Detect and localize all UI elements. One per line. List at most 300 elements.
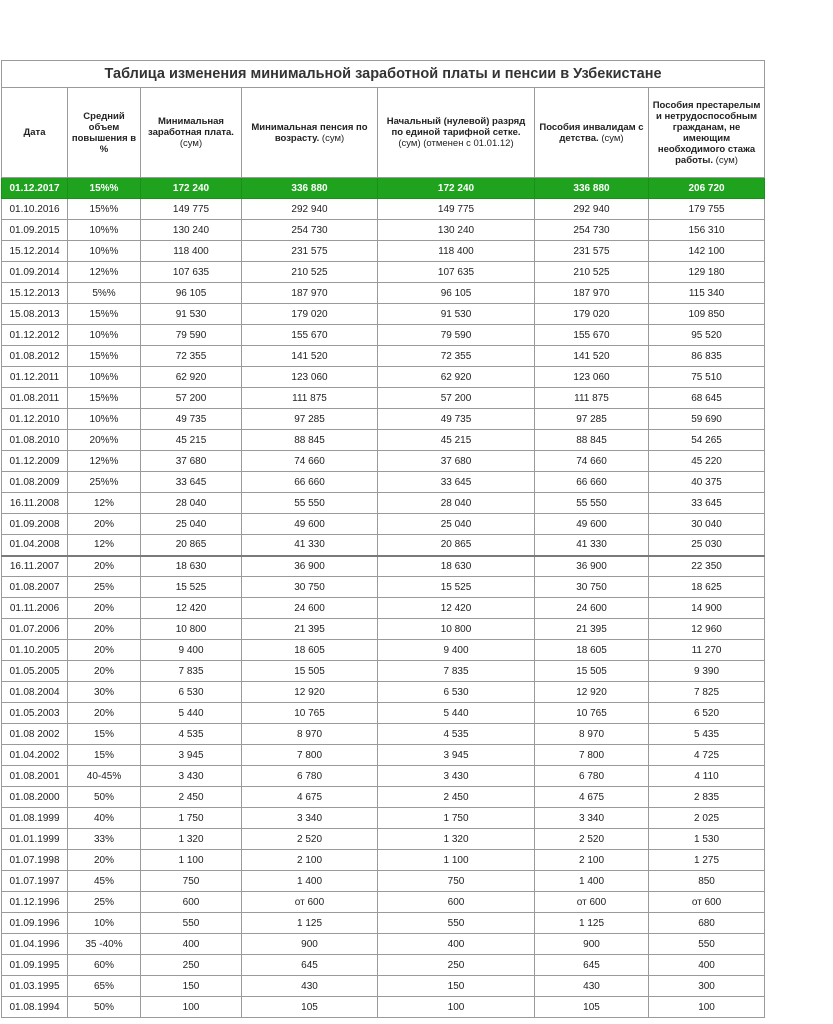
cell-min-pension: 24 600	[242, 598, 378, 619]
cell-tariff-grade: 37 680	[378, 451, 535, 472]
header-label: Минимальная пенсия по возрасту.	[251, 121, 368, 144]
header-row	[2, 88, 765, 178]
cell-min-pension: 41 330	[242, 535, 378, 556]
cell-elderly-benefit: 179 755	[649, 199, 765, 220]
table-row	[2, 997, 765, 1018]
cell-disability-benefit: 900	[535, 934, 649, 955]
cell-min-wage: 100	[141, 997, 242, 1018]
cell-tariff-grade: 400	[378, 934, 535, 955]
cell-date: 01.08.2007	[2, 577, 68, 598]
header-unit: (сум)	[713, 154, 738, 166]
cell-min-pension: 645	[242, 955, 378, 976]
header-date	[2, 88, 68, 178]
cell-min-pension: 21 395	[242, 619, 378, 640]
cell-min-pension: 36 900	[242, 556, 378, 577]
cell-tariff-grade: 79 590	[378, 325, 535, 346]
table-row	[2, 493, 765, 514]
cell-min-pension: 187 970	[242, 283, 378, 304]
table-row	[2, 850, 765, 871]
cell-min-wage: 33 645	[141, 472, 242, 493]
cell-date: 01.08 2002	[2, 724, 68, 745]
cell-min-pension: 2 100	[242, 850, 378, 871]
cell-date: 01.08.2011	[2, 388, 68, 409]
cell-increase: 15%%	[68, 388, 141, 409]
cell-date: 01.09.1995	[2, 955, 68, 976]
cell-increase: 50%	[68, 787, 141, 808]
cell-disability-benefit: 12 920	[535, 682, 649, 703]
cell-date: 01.05.2005	[2, 661, 68, 682]
table-row	[2, 808, 765, 829]
cell-min-pension: 430	[242, 976, 378, 997]
table-row	[2, 976, 765, 997]
cell-increase: 15%%	[68, 346, 141, 367]
cell-increase: 10%%	[68, 367, 141, 388]
cell-min-pension: 141 520	[242, 346, 378, 367]
cell-min-wage: 4 535	[141, 724, 242, 745]
table-row	[2, 220, 765, 241]
cell-date: 01.07.1997	[2, 871, 68, 892]
cell-elderly-benefit: 25 030	[649, 535, 765, 556]
cell-min-wage: 5 440	[141, 703, 242, 724]
cell-increase: 12%	[68, 493, 141, 514]
cell-elderly-benefit: 40 375	[649, 472, 765, 493]
cell-increase: 25%%	[68, 472, 141, 493]
cell-min-wage: 600	[141, 892, 242, 913]
cell-elderly-benefit: 7 825	[649, 682, 765, 703]
cell-min-pension: 74 660	[242, 451, 378, 472]
cell-disability-benefit: 8 970	[535, 724, 649, 745]
cell-tariff-grade: 62 920	[378, 367, 535, 388]
cell-min-pension: 6 780	[242, 766, 378, 787]
cell-tariff-grade: 250	[378, 955, 535, 976]
cell-disability-benefit: 430	[535, 976, 649, 997]
table-row	[2, 409, 765, 430]
cell-increase: 12%%	[68, 451, 141, 472]
cell-date: 01.05.2003	[2, 703, 68, 724]
cell-min-pension: 1 400	[242, 871, 378, 892]
table-row	[2, 829, 765, 850]
cell-elderly-benefit: 33 645	[649, 493, 765, 514]
header-label: Минимальная заработная плата.	[148, 116, 234, 138]
cell-elderly-benefit: 1 275	[649, 850, 765, 871]
cell-disability-benefit: 24 600	[535, 598, 649, 619]
cell-increase: 5%%	[68, 283, 141, 304]
cell-disability-benefit: 15 505	[535, 661, 649, 682]
cell-min-pension: 97 285	[242, 409, 378, 430]
cell-increase: 25%	[68, 892, 141, 913]
cell-increase: 25%	[68, 577, 141, 598]
table-row	[2, 892, 765, 913]
cell-min-wage: 79 590	[141, 325, 242, 346]
cell-elderly-benefit: 86 835	[649, 346, 765, 367]
header-min-wage	[141, 88, 242, 178]
cell-disability-benefit: 4 675	[535, 787, 649, 808]
cell-elderly-benefit: 109 850	[649, 304, 765, 325]
table-row	[2, 283, 765, 304]
cell-min-pension: 4 675	[242, 787, 378, 808]
cell-elderly-benefit: 156 310	[649, 220, 765, 241]
cell-min-wage: 130 240	[141, 220, 242, 241]
cell-elderly-benefit: 680	[649, 913, 765, 934]
cell-date: 01.01.1999	[2, 829, 68, 850]
cell-tariff-grade: 57 200	[378, 388, 535, 409]
cell-tariff-grade: 1 320	[378, 829, 535, 850]
cell-elderly-benefit: 4 725	[649, 745, 765, 766]
cell-elderly-benefit: 4 110	[649, 766, 765, 787]
cell-min-pension: 3 340	[242, 808, 378, 829]
table-row	[2, 661, 765, 682]
cell-min-pension: 111 875	[242, 388, 378, 409]
cell-min-wage: 45 215	[141, 430, 242, 451]
header-unit: (сум) (отменен с 01.01.12)	[398, 138, 514, 149]
cell-increase: 20%	[68, 619, 141, 640]
cell-date: 01.08.2010	[2, 430, 68, 451]
cell-elderly-benefit: 2 835	[649, 787, 765, 808]
cell-date: 01.11.2006	[2, 598, 68, 619]
cell-elderly-benefit: 100	[649, 997, 765, 1018]
cell-min-pension: 15 505	[242, 661, 378, 682]
cell-disability-benefit: 18 605	[535, 640, 649, 661]
cell-tariff-grade: 118 400	[378, 241, 535, 262]
cell-increase: 20%	[68, 661, 141, 682]
cell-tariff-grade: 750	[378, 871, 535, 892]
cell-date: 01.09.2014	[2, 262, 68, 283]
cell-elderly-benefit: 1 530	[649, 829, 765, 850]
cell-date: 01.12.2011	[2, 367, 68, 388]
cell-disability-benefit: 6 780	[535, 766, 649, 787]
table-title: Таблица изменения минимальной заработной платы и пенсии в Узбекистане	[2, 61, 765, 88]
cell-disability-benefit: 74 660	[535, 451, 649, 472]
cell-increase: 15%%	[68, 199, 141, 220]
cell-tariff-grade: 10 800	[378, 619, 535, 640]
cell-min-wage: 28 040	[141, 493, 242, 514]
cell-min-pension: 8 970	[242, 724, 378, 745]
cell-min-pension: 12 920	[242, 682, 378, 703]
table-row	[2, 451, 765, 472]
header-tariff-grade	[378, 88, 535, 178]
cell-disability-benefit: 105	[535, 997, 649, 1018]
cell-increase: 15%	[68, 745, 141, 766]
cell-min-wage: 149 775	[141, 199, 242, 220]
cell-date: 01.10.2005	[2, 640, 68, 661]
cell-date: 01.03.1995	[2, 976, 68, 997]
cell-increase: 20%	[68, 640, 141, 661]
cell-min-wage: 49 735	[141, 409, 242, 430]
cell-tariff-grade: 45 215	[378, 430, 535, 451]
cell-min-pension: 254 730	[242, 220, 378, 241]
cell-disability-benefit: 1 125	[535, 913, 649, 934]
cell-elderly-benefit: 2 025	[649, 808, 765, 829]
cell-increase: 20%	[68, 514, 141, 535]
cell-increase: 12%	[68, 535, 141, 556]
cell-increase: 20%%	[68, 430, 141, 451]
cell-disability-benefit: 36 900	[535, 556, 649, 577]
cell-min-wage: 550	[141, 913, 242, 934]
table-row	[2, 388, 765, 409]
cell-min-wage: 150	[141, 976, 242, 997]
cell-min-wage: 12 420	[141, 598, 242, 619]
table-row	[2, 514, 765, 535]
table-row	[2, 367, 765, 388]
cell-disability-benefit: 231 575	[535, 241, 649, 262]
cell-tariff-grade: 33 645	[378, 472, 535, 493]
table-row	[2, 955, 765, 976]
cell-tariff-grade: 2 450	[378, 787, 535, 808]
cell-min-wage: 9 400	[141, 640, 242, 661]
cell-min-pension: 30 750	[242, 577, 378, 598]
cell-min-wage: 72 355	[141, 346, 242, 367]
cell-increase: 15%	[68, 724, 141, 745]
cell-min-wage: 3 430	[141, 766, 242, 787]
cell-min-wage: 57 200	[141, 388, 242, 409]
cell-elderly-benefit: 22 350	[649, 556, 765, 577]
cell-min-wage: 91 530	[141, 304, 242, 325]
cell-date: 01.10.2016	[2, 199, 68, 220]
cell-date: 15.08.2013	[2, 304, 68, 325]
cell-date: 01.08.2000	[2, 787, 68, 808]
cell-disability-benefit: 21 395	[535, 619, 649, 640]
cell-min-pension: 179 020	[242, 304, 378, 325]
header-label: Пособия инвалидам с детства.	[539, 121, 644, 144]
cell-increase: 45%	[68, 871, 141, 892]
cell-min-wage: 25 040	[141, 514, 242, 535]
table-row	[2, 640, 765, 661]
cell-tariff-grade: 4 535	[378, 724, 535, 745]
cell-disability-benefit: 1 400	[535, 871, 649, 892]
cell-increase: 50%	[68, 997, 141, 1018]
cell-min-wage: 18 630	[141, 556, 242, 577]
cell-elderly-benefit: 95 520	[649, 325, 765, 346]
cell-min-wage: 62 920	[141, 367, 242, 388]
cell-min-pension: 231 575	[242, 241, 378, 262]
cell-date: 01.08.2001	[2, 766, 68, 787]
cell-increase: 33%	[68, 829, 141, 850]
cell-elderly-benefit: 115 340	[649, 283, 765, 304]
cell-date: 01.12.2012	[2, 325, 68, 346]
wage-pension-table	[1, 60, 765, 1018]
cell-min-pension: 7 800	[242, 745, 378, 766]
cell-min-wage: 10 800	[141, 619, 242, 640]
cell-date: 01.09.1996	[2, 913, 68, 934]
cell-date: 01.07.2006	[2, 619, 68, 640]
cell-elderly-benefit: 6 520	[649, 703, 765, 724]
cell-elderly-benefit: 142 100	[649, 241, 765, 262]
cell-disability-benefit: 88 845	[535, 430, 649, 451]
cell-increase: 10%%	[68, 241, 141, 262]
table-row	[2, 724, 765, 745]
cell-disability-benefit: 41 330	[535, 535, 649, 556]
cell-elderly-benefit: 30 040	[649, 514, 765, 535]
cell-min-wage: 6 530	[141, 682, 242, 703]
cell-disability-benefit: 123 060	[535, 367, 649, 388]
table-row	[2, 934, 765, 955]
cell-tariff-grade: 3 430	[378, 766, 535, 787]
cell-increase: 40-45%	[68, 766, 141, 787]
cell-disability-benefit: 210 525	[535, 262, 649, 283]
cell-min-wage: 118 400	[141, 241, 242, 262]
cell-disability-benefit: 55 550	[535, 493, 649, 514]
cell-tariff-grade: 91 530	[378, 304, 535, 325]
cell-min-pension: 123 060	[242, 367, 378, 388]
cell-date: 01.09.2015	[2, 220, 68, 241]
cell-tariff-grade: 550	[378, 913, 535, 934]
cell-min-wage: 1 100	[141, 850, 242, 871]
header-label: Средний объем повышения в %	[71, 110, 137, 155]
table-row	[2, 325, 765, 346]
cell-min-pension: 88 845	[242, 430, 378, 451]
cell-increase: 60%	[68, 955, 141, 976]
cell-disability-benefit: 187 970	[535, 283, 649, 304]
cell-tariff-grade: 28 040	[378, 493, 535, 514]
cell-min-wage: 37 680	[141, 451, 242, 472]
cell-elderly-benefit: 12 960	[649, 619, 765, 640]
cell-tariff-grade: 12 420	[378, 598, 535, 619]
cell-disability-benefit: 7 800	[535, 745, 649, 766]
cell-date: 01.09.2008	[2, 514, 68, 535]
cell-elderly-benefit: 59 690	[649, 409, 765, 430]
cell-elderly-benefit: 206 720	[649, 178, 765, 199]
header-elderly-benefit	[649, 88, 765, 178]
cell-disability-benefit: 645	[535, 955, 649, 976]
cell-elderly-benefit: 550	[649, 934, 765, 955]
table-row	[2, 703, 765, 724]
cell-date: 01.08.2004	[2, 682, 68, 703]
header-label: Дата	[23, 127, 46, 138]
cell-date: 01.04.2008	[2, 535, 68, 556]
table-row	[2, 178, 765, 199]
cell-increase: 20%	[68, 850, 141, 871]
cell-date: 01.08.2012	[2, 346, 68, 367]
cell-tariff-grade: 25 040	[378, 514, 535, 535]
cell-date: 15.12.2014	[2, 241, 68, 262]
cell-tariff-grade: 18 630	[378, 556, 535, 577]
cell-tariff-grade: 72 355	[378, 346, 535, 367]
cell-min-pension: 49 600	[242, 514, 378, 535]
cell-tariff-grade: 15 525	[378, 577, 535, 598]
cell-elderly-benefit: 850	[649, 871, 765, 892]
cell-increase: 30%	[68, 682, 141, 703]
cell-disability-benefit: 111 875	[535, 388, 649, 409]
cell-elderly-benefit: от 600	[649, 892, 765, 913]
cell-min-pension: 105	[242, 997, 378, 1018]
cell-min-wage: 2 450	[141, 787, 242, 808]
cell-min-pension: 155 670	[242, 325, 378, 346]
cell-tariff-grade: 5 440	[378, 703, 535, 724]
cell-increase: 10%%	[68, 409, 141, 430]
cell-tariff-grade: 20 865	[378, 535, 535, 556]
cell-tariff-grade: 107 635	[378, 262, 535, 283]
header-unit: (сум)	[179, 138, 203, 149]
table-row	[2, 598, 765, 619]
cell-disability-benefit: 155 670	[535, 325, 649, 346]
cell-min-wage: 1 750	[141, 808, 242, 829]
table-row	[2, 472, 765, 493]
table-row	[2, 430, 765, 451]
cell-tariff-grade: 96 105	[378, 283, 535, 304]
cell-increase: 35 -40%	[68, 934, 141, 955]
cell-disability-benefit: 66 660	[535, 472, 649, 493]
table-row	[2, 556, 765, 577]
cell-min-pension: 55 550	[242, 493, 378, 514]
cell-tariff-grade: 100	[378, 997, 535, 1018]
table-row	[2, 913, 765, 934]
cell-increase: 10%	[68, 913, 141, 934]
cell-min-wage: 172 240	[141, 178, 242, 199]
cell-min-wage: 20 865	[141, 535, 242, 556]
cell-disability-benefit: 10 765	[535, 703, 649, 724]
cell-elderly-benefit: 5 435	[649, 724, 765, 745]
cell-disability-benefit: 292 940	[535, 199, 649, 220]
cell-date: 01.12.2009	[2, 451, 68, 472]
table-row	[2, 787, 765, 808]
cell-disability-benefit: 30 750	[535, 577, 649, 598]
cell-increase: 10%%	[68, 220, 141, 241]
cell-min-pension: 292 940	[242, 199, 378, 220]
cell-elderly-benefit: 45 220	[649, 451, 765, 472]
cell-tariff-grade: 49 735	[378, 409, 535, 430]
cell-min-pension: 1 125	[242, 913, 378, 934]
table-body	[2, 178, 765, 1018]
cell-increase: 20%	[68, 598, 141, 619]
cell-disability-benefit: 97 285	[535, 409, 649, 430]
cell-min-wage: 400	[141, 934, 242, 955]
cell-elderly-benefit: 68 645	[649, 388, 765, 409]
cell-disability-benefit: 3 340	[535, 808, 649, 829]
cell-date: 01.04.2002	[2, 745, 68, 766]
cell-date: 01.12.1996	[2, 892, 68, 913]
table-row	[2, 871, 765, 892]
table-row	[2, 241, 765, 262]
cell-disability-benefit: от 600	[535, 892, 649, 913]
cell-date: 01.12.2010	[2, 409, 68, 430]
cell-min-pension: 18 605	[242, 640, 378, 661]
cell-tariff-grade: 7 835	[378, 661, 535, 682]
cell-date: 01.07.1998	[2, 850, 68, 871]
cell-tariff-grade: 1 100	[378, 850, 535, 871]
header-label: Пособия престарелым и нетрудоспособным гражданам, не имеющим необходимого стажа работы.	[652, 99, 761, 166]
cell-tariff-grade: 6 530	[378, 682, 535, 703]
cell-increase: 15%%	[68, 178, 141, 199]
cell-date: 01.08.2009	[2, 472, 68, 493]
cell-elderly-benefit: 300	[649, 976, 765, 997]
table-row	[2, 262, 765, 283]
cell-date: 01.12.2017	[2, 178, 68, 199]
table-row	[2, 535, 765, 556]
header-unit: (сум)	[319, 132, 345, 144]
header-disability-benefit	[535, 88, 649, 178]
cell-disability-benefit: 254 730	[535, 220, 649, 241]
cell-tariff-grade: 9 400	[378, 640, 535, 661]
cell-increase: 12%%	[68, 262, 141, 283]
cell-disability-benefit: 2 100	[535, 850, 649, 871]
cell-tariff-grade: 130 240	[378, 220, 535, 241]
cell-increase: 20%	[68, 556, 141, 577]
cell-min-wage: 3 945	[141, 745, 242, 766]
cell-min-pension: от 600	[242, 892, 378, 913]
table-row	[2, 577, 765, 598]
cell-elderly-benefit: 18 625	[649, 577, 765, 598]
table-row	[2, 346, 765, 367]
cell-disability-benefit: 179 020	[535, 304, 649, 325]
header-label: Начальный (нулевой) разряд по единой тарифной сетке.	[386, 116, 526, 138]
header-min-pension	[242, 88, 378, 178]
cell-elderly-benefit: 75 510	[649, 367, 765, 388]
cell-tariff-grade: 600	[378, 892, 535, 913]
cell-elderly-benefit: 9 390	[649, 661, 765, 682]
cell-tariff-grade: 149 775	[378, 199, 535, 220]
cell-date: 16.11.2008	[2, 493, 68, 514]
cell-increase: 65%	[68, 976, 141, 997]
